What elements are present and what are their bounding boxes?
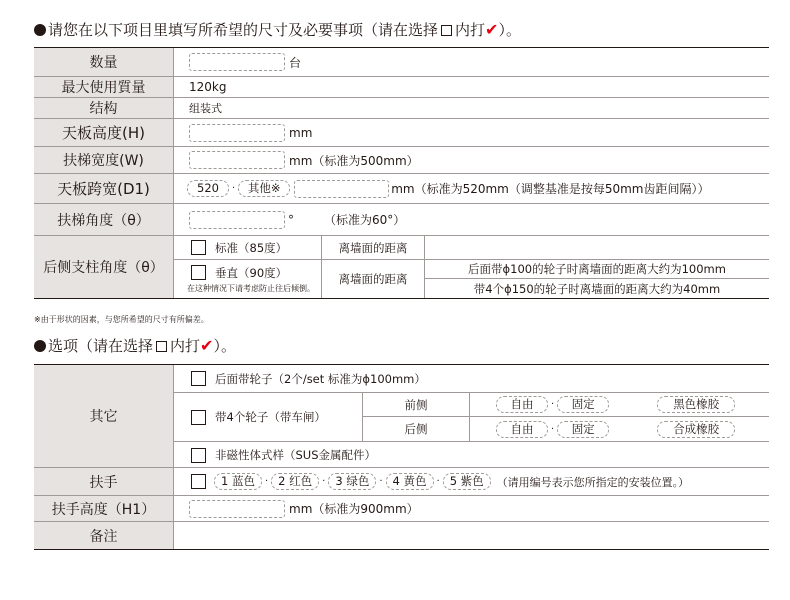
row-quantity: 数量 台 (34, 48, 769, 77)
bullet-icon (34, 340, 46, 352)
row-label: 数量 (34, 48, 174, 76)
ladder-width-input[interactable] (189, 151, 285, 169)
rear-fixed-option[interactable]: 固定 (557, 421, 609, 438)
non-magnetic-checkbox[interactable] (191, 448, 206, 463)
row-structure: 结构 组装式 (34, 98, 769, 119)
four-wheels-option: 带4个轮子（带车闸） (174, 393, 363, 442)
ladder-angle-input[interactable] (189, 211, 285, 229)
red-checkmark-icon: ✔ (485, 20, 499, 39)
non-magnetic-option: 非磁性体式样（SUS金属配件） (174, 442, 769, 468)
footnote: ※由于形状的因素，与您所希望的尺寸有所偏差。 (34, 315, 209, 324)
front-free-option[interactable]: 自由 (496, 396, 548, 413)
remarks-field[interactable] (174, 522, 769, 549)
post-standard-option: 标准（85度） (174, 236, 322, 260)
row-top-span: 天板跨宽(D1) 520 · 其他※ mm（标准为520mm（调整基准是按每50mm齿距间隔）） (34, 174, 769, 204)
row-label: 最大使用質量 (34, 77, 174, 97)
section-heading-1: 请您在以下项目里填写所希望的尺寸及必要事项（请在选择 内打✔）。 (34, 20, 521, 40)
row-remarks (34, 522, 769, 549)
row-handrail-height: 扶手高度（H1） mm（标准为900mm） (34, 496, 769, 522)
checkbox-symbol-icon (156, 341, 167, 352)
front-fixed-option[interactable]: 固定 (557, 396, 609, 413)
rear-options: 自由 · 固定 合成橡胶 (470, 417, 769, 442)
handrail-color-option[interactable]: 4 黄色 (386, 473, 434, 490)
span-other-input[interactable] (294, 180, 389, 198)
span-520-option[interactable]: 520 (187, 180, 229, 197)
front-options: 自由 · 固定 黑色橡胶 (470, 393, 769, 417)
handrail-color-option[interactable]: 2 红色 (271, 473, 319, 490)
synthetic-rubber-option[interactable]: 合成橡胶 (657, 421, 735, 438)
blank-cell (425, 236, 769, 260)
row-label: 后侧支柱角度（θ） (34, 236, 174, 298)
row-label: 天板高度(H) (34, 119, 174, 146)
row-ladder-width: 扶梯宽度(W) mm（标准为500mm） (34, 147, 769, 174)
row-label: 扶手 (34, 468, 174, 495)
handrail-height-input[interactable] (189, 500, 285, 518)
bullet-icon (34, 24, 46, 36)
options-table (34, 364, 769, 550)
four-wheels-checkbox[interactable] (191, 410, 206, 425)
handrail-color-option[interactable]: 5 紫色 (443, 473, 491, 490)
row-label: 其它 (34, 365, 174, 467)
row-label: 扶梯角度（θ） (34, 204, 174, 235)
row-max-load: 最大使用質量 120kg (34, 77, 769, 98)
section-heading-2: 选项（请在选择 内打✔）。 (34, 336, 236, 356)
handrail-color-option[interactable]: 1 蓝色 (214, 473, 262, 490)
handrail-color-option[interactable]: 3 绿色 (328, 473, 376, 490)
span-other-option[interactable]: 其他※ (238, 180, 290, 197)
size-spec-table (34, 47, 769, 299)
red-checkmark-icon: ✔ (200, 336, 214, 355)
rear-wheels-option: 后面带轮子（2个/set 标准为ϕ100mm） (174, 365, 769, 393)
black-rubber-option[interactable]: 黑色橡胶 (657, 396, 735, 413)
standard-checkbox[interactable] (191, 240, 206, 255)
row-label: 扶手高度（H1） (34, 496, 174, 521)
row-label: 结构 (34, 98, 174, 118)
row-others: 其它 后面带轮子（2个/set 标准为ϕ100mm） 带4个轮子（带车闸） 前侧 自由 · 固定 黑色橡胶 后侧 自由 · 固定 合成橡胶 非磁性体式样（SUS金属配件） (34, 365, 769, 468)
row-label: 天板跨宽(D1) (34, 174, 174, 203)
rear-wheels-checkbox[interactable] (191, 371, 206, 386)
rear-free-option[interactable]: 自由 (496, 421, 548, 438)
row-handrail: 扶手 1 蓝色 · 2 红色 · 3 绿色 · 4 黄色 · 5 紫色 （请用编号表示您所指定的安装位置。） (34, 468, 769, 496)
row-post-angle: 后侧支柱角度（θ） 标准（85度） 离墙面的距离 垂直（90度） 在这种情况下请考虑防止往后倾倒。 离墙面的距离 后面带ϕ100的轮子时离墙面的距离大约为100mm 带4个ϕ150的轮子时离墙面的距离大约为40mm (34, 236, 769, 298)
row-top-height: 天板高度(H) mm (34, 119, 769, 147)
row-label: 备注 (34, 522, 174, 549)
top-height-input[interactable] (189, 124, 285, 142)
checkbox-symbol-icon (441, 25, 452, 36)
handrail-checkbox[interactable] (191, 474, 206, 489)
row-ladder-angle: 扶梯角度（θ） ° （标准为60°） (34, 204, 769, 236)
post-vertical-option: 垂直（90度） 在这种情况下请考虑防止往后倾倒。 (174, 260, 322, 298)
quantity-input[interactable] (189, 53, 285, 71)
row-label: 扶梯宽度(W) (34, 147, 174, 173)
vertical-checkbox[interactable] (191, 265, 206, 280)
